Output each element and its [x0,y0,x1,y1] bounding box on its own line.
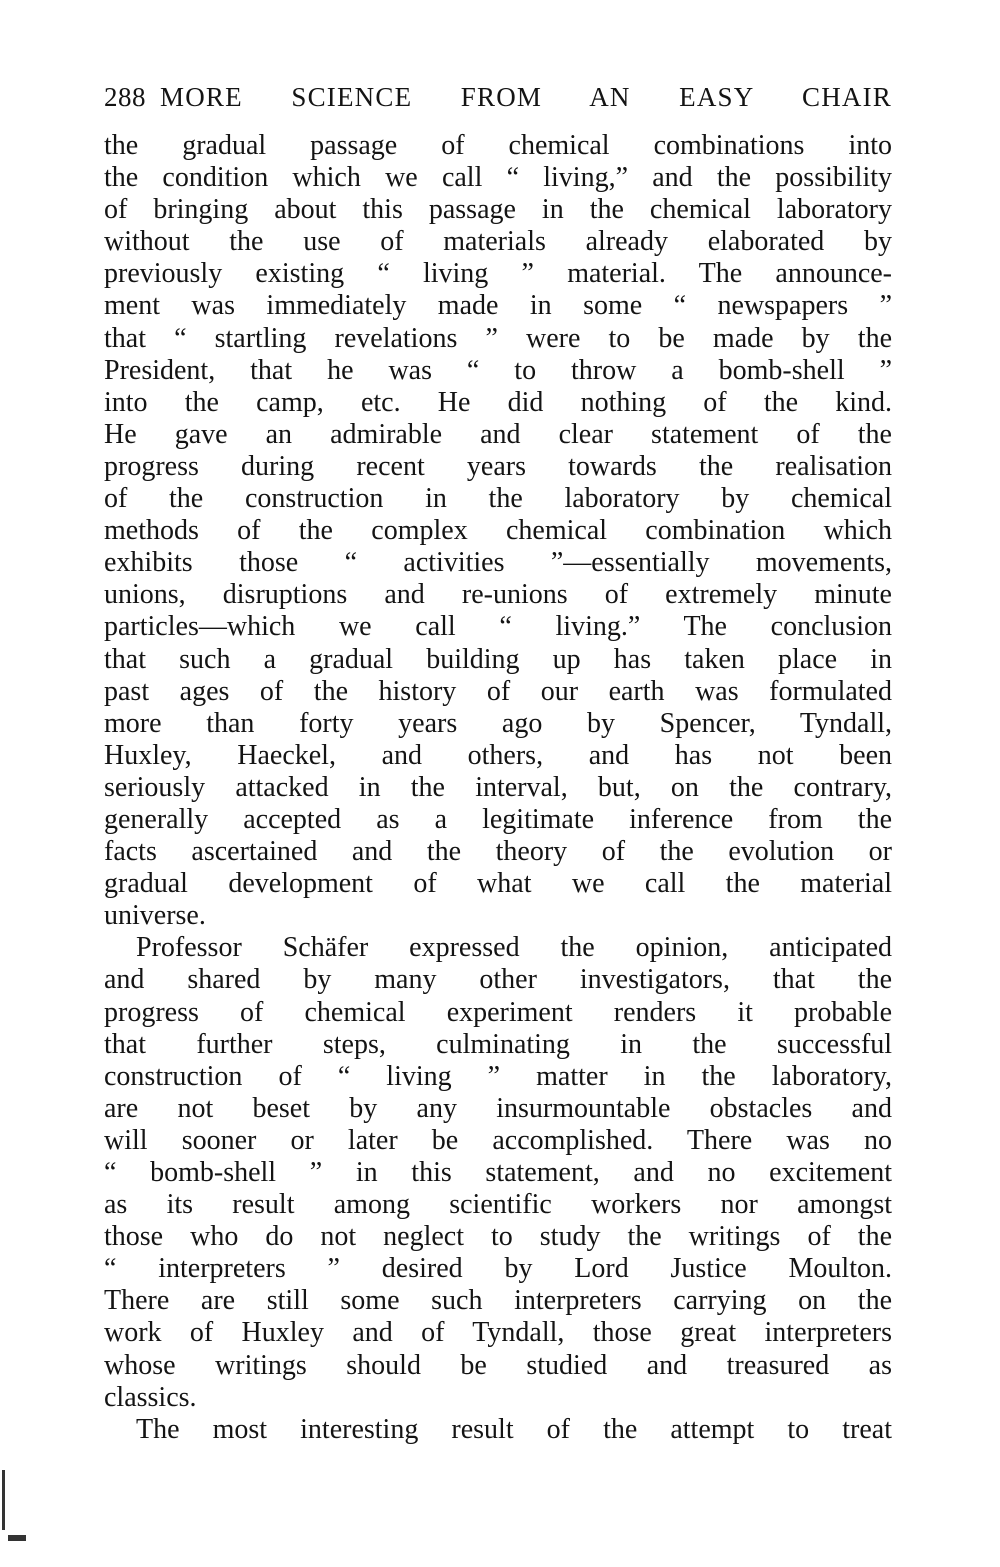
text-line: of bringing about this passage in the chemical laboratory [104,194,892,226]
text-line: President, that he was “ to throw a bomb-shell ” [104,354,892,386]
text-line: Huxley, Haeckel, and others, and has not been [104,739,892,771]
text-line: those who do not neglect to study the writings of the [104,1221,892,1253]
paragraph [104,932,892,1413]
scan-artifact [8,1535,26,1541]
text-line: whose writings should be studied and treasured as [104,1349,892,1381]
text-line: previously existing “ living ” material. The announce- [104,258,892,290]
text-line: facts ascertained and the theory of the evolution or [104,836,892,868]
text-line: construction of “ living ” matter in the laboratory, [104,1060,892,1092]
text-line: will sooner or later be accomplished. There was no [104,1124,892,1156]
text-line: seriously attacked in the interval, but, on the contrary, [104,771,892,803]
text-line: are not beset by any insurmountable obstacles and [104,1092,892,1124]
text-line: ment was immediately made in some “ newspapers ” [104,290,892,322]
body-text [104,130,892,1446]
text-line: “ interpreters ” desired by Lord Justice Moulton. [104,1253,892,1285]
text-line: as its result among scientific workers nor amongst [104,1189,892,1221]
text-line: that further steps, culminating in the successful [104,1028,892,1060]
text-line: progress of chemical experiment renders it probable [104,996,892,1028]
text-line: Professor Schäfer expressed the opinion, anticipated [136,932,892,964]
text-line: that “ startling revelations ” were to be made by the [104,322,892,354]
text-line: unions, disruptions and re-unions of extremely minute [104,579,892,611]
scan-artifact [2,1470,5,1530]
text-line: The most interesting result of the attempt to treat [136,1413,892,1445]
text-line: past ages of the history of our earth was formulated [104,675,892,707]
text-line: that such a gradual building up has taken place in [104,643,892,675]
text-line: gradual development of what we call the material [104,868,892,900]
text-line: into the camp, etc. He did nothing of the kind. [104,386,892,418]
text-line: methods of the complex chemical combination which [104,515,892,547]
text-line: the condition which we call “ living,” and the possibility [104,162,892,194]
text-line: universe. [104,900,206,932]
text-line: without the use of materials already elaborated by [104,226,892,258]
text-line: generally accepted as a legitimate inference from the [104,803,892,835]
text-line: There are still some such interpreters carrying on the [104,1285,892,1317]
running-title: MORE SCIENCE FROM AN EASY CHAIR [160,82,892,112]
text-line: classics. [104,1381,197,1413]
text-line: progress during recent years towards the realisation [104,450,892,482]
text-line: the gradual passage of chemical combinations into [104,130,892,161]
text-line: particles—which we call “ living.” The conclusion [104,611,892,643]
text-line: of the construction in the laboratory by chemical [104,483,892,515]
running-header [104,82,892,118]
text-line: work of Huxley and of Tyndall, those great interpreters [104,1317,892,1349]
page-number: 288 [104,82,146,112]
text-line: and shared by many other investigators, that the [104,964,892,996]
text-line: “ bomb-shell ” in this statement, and no excitement [104,1157,892,1188]
text-line: He gave an admirable and clear statement of the [104,418,892,450]
text-line: more than forty years ago by Spencer, Tyndall, [104,707,892,739]
text-line: exhibits those “ activities ”—essentially movements, [104,547,892,579]
paragraph [104,1414,892,1446]
paragraph [104,130,892,932]
